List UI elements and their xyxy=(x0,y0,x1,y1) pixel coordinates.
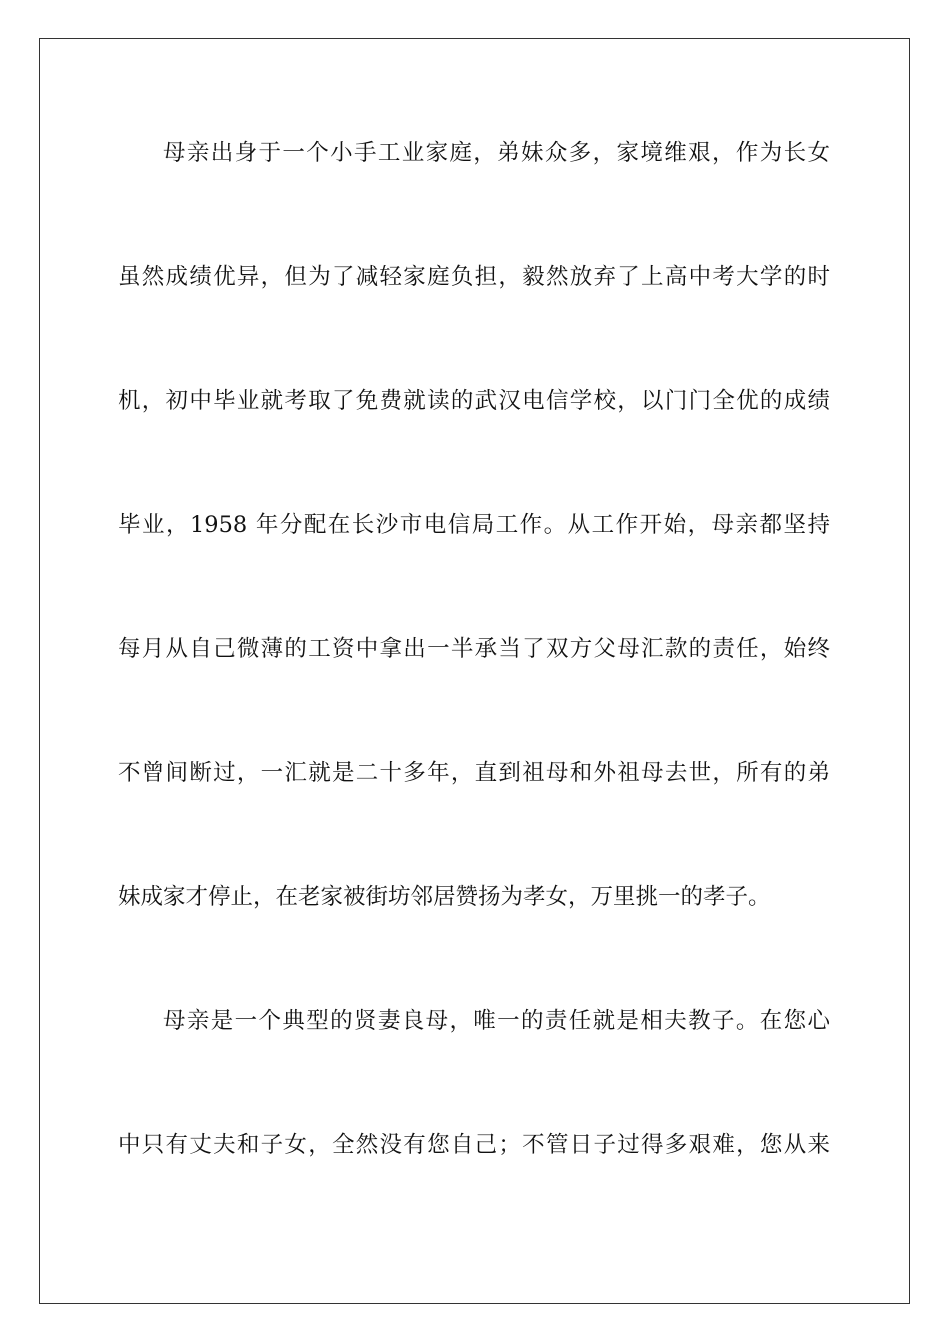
text-line: 妹成家才停止，在老家被街坊邻居赞扬为孝女，万里挑一的孝子。 xyxy=(118,884,771,910)
text-line: 中只有丈夫和子女，全然没有您自己；不管日子过得多艰难，您从来 xyxy=(118,1132,830,1158)
text-line: 每月从自己微薄的工资中拿出一半承当了双方父母汇款的责任，始终 xyxy=(118,636,830,662)
text-line: 毕业，1958 年分配在长沙市电信局工作。从工作开始，母亲都坚持 xyxy=(118,512,830,538)
text-line: 机，初中毕业就考取了免费就读的武汉电信学校，以门门全优的成绩 xyxy=(118,388,830,414)
text-line: 母亲是一个典型的贤妻良母，唯一的责任就是相夫教子。在您心 xyxy=(163,1008,830,1034)
text-line: 虽然成绩优异，但为了减轻家庭负担，毅然放弃了上高中考大学的时 xyxy=(118,264,830,290)
text-line: 不曾间断过，一汇就是二十多年，直到祖母和外祖母去世，所有的弟 xyxy=(118,760,830,786)
text-line: 母亲出身于一个小手工业家庭，弟妹众多，家境维艰，作为长女 xyxy=(163,140,830,166)
page-border xyxy=(39,38,910,1304)
